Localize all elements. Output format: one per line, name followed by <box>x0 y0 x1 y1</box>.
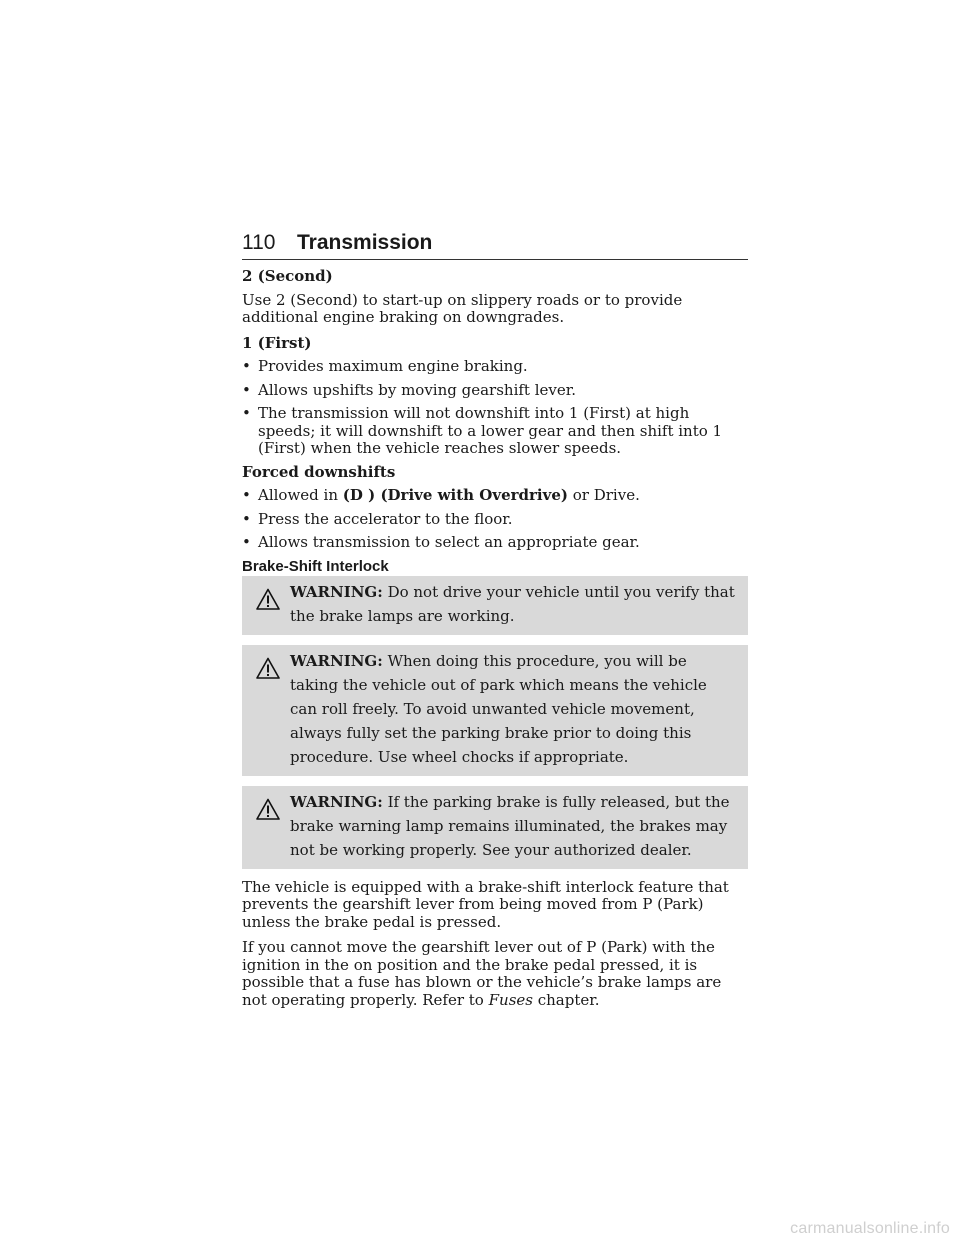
first-heading: 1 (First) <box>242 333 312 352</box>
page-number: 110 <box>242 231 276 254</box>
paragraph-text: chapter. <box>537 990 600 1009</box>
second-text: Use 2 (Second) to start-up on slippery roads or to provide additional engine braking on downgrades. <box>242 290 683 326</box>
forced-heading: Forced downshifts <box>242 462 396 481</box>
warning-text <box>242 790 738 862</box>
bullet-icon: • <box>242 533 251 551</box>
bullet-icon: • <box>242 486 251 504</box>
warning-box <box>242 786 748 869</box>
list-item-text: Provides maximum engine braking. <box>258 357 528 375</box>
bullet-icon: • <box>242 380 251 399</box>
header-rule <box>242 259 748 260</box>
list-item-text: or Drive. <box>572 486 640 504</box>
drive-mode-label: (D ) (Drive with Overdrive) <box>342 486 568 504</box>
paragraph-text: If you cannot move the gearshift lever out of P (Park) with the ignition in the on position and the brake pedal pressed, it is possible that a fuse has blown or the vehicle’s brake lamps are not operating properly. Refer to <box>242 938 722 1009</box>
warning-box <box>242 576 748 635</box>
warning-triangle-icon <box>256 588 280 610</box>
list-item <box>242 534 748 552</box>
warning-label: WARNING: <box>290 651 383 670</box>
watermark: carmanualsonline.info <box>790 1220 950 1237</box>
list-item <box>242 511 748 529</box>
bullet-icon: • <box>242 357 251 375</box>
warning-body: If the parking brake is fully released, but the brake warning lamp remains illuminated, the brakes may not be working properly. See your authorized dealer. <box>290 792 730 859</box>
warning-text <box>242 580 738 628</box>
list-item-text: Allows upshifts by moving gearshift lever. <box>258 380 577 399</box>
warning-label: WARNING: <box>290 792 383 811</box>
warning-text <box>242 649 738 769</box>
list-item <box>242 358 748 376</box>
interlock-paragraph <box>242 939 748 1009</box>
list-item <box>242 405 748 458</box>
page-header <box>242 230 748 260</box>
warning-box <box>242 645 748 776</box>
fuses-reference: Fuses <box>488 990 533 1009</box>
warning-label: WARNING: <box>290 582 383 601</box>
warning-body: Do not drive your vehicle until you verify that the brake lamps are working. <box>290 582 735 625</box>
list-item-text: Press the accelerator to the floor. <box>258 509 513 528</box>
warning-body: When doing this procedure, you will be taking the vehicle out of park which means the vehicle can roll freely. To avoid unwanted vehicle movement, always fully set the parking brake prior to doing this procedure. Use wheel chocks if appropriate. <box>290 651 707 766</box>
list-item <box>242 382 748 400</box>
warning-triangle-icon <box>256 657 280 679</box>
chapter-title: Transmission <box>297 231 433 254</box>
list-item <box>242 487 748 505</box>
warning-triangle-icon <box>256 798 280 820</box>
page-content <box>242 268 748 1009</box>
list-item-text: The transmission will not downshift into 1 (First) at high speeds; it will downshift to a lower gear and then shift into 1 (First) when the vehicle reaches slower speeds. <box>258 404 723 457</box>
list-item-text: Allowed in <box>258 486 339 504</box>
bullet-icon: • <box>242 509 251 528</box>
section-heading: Brake-Shift Interlock <box>242 557 389 575</box>
list-item-text: Allows transmission to select an appropriate gear. <box>258 533 640 551</box>
bullet-icon: • <box>242 404 251 422</box>
interlock-paragraph: The vehicle is equipped with a brake-shift interlock feature that prevents the gearshift lever from being moved from P (Park) unless the brake pedal is pressed. <box>242 877 729 931</box>
second-heading: 2 (Second) <box>242 267 333 285</box>
